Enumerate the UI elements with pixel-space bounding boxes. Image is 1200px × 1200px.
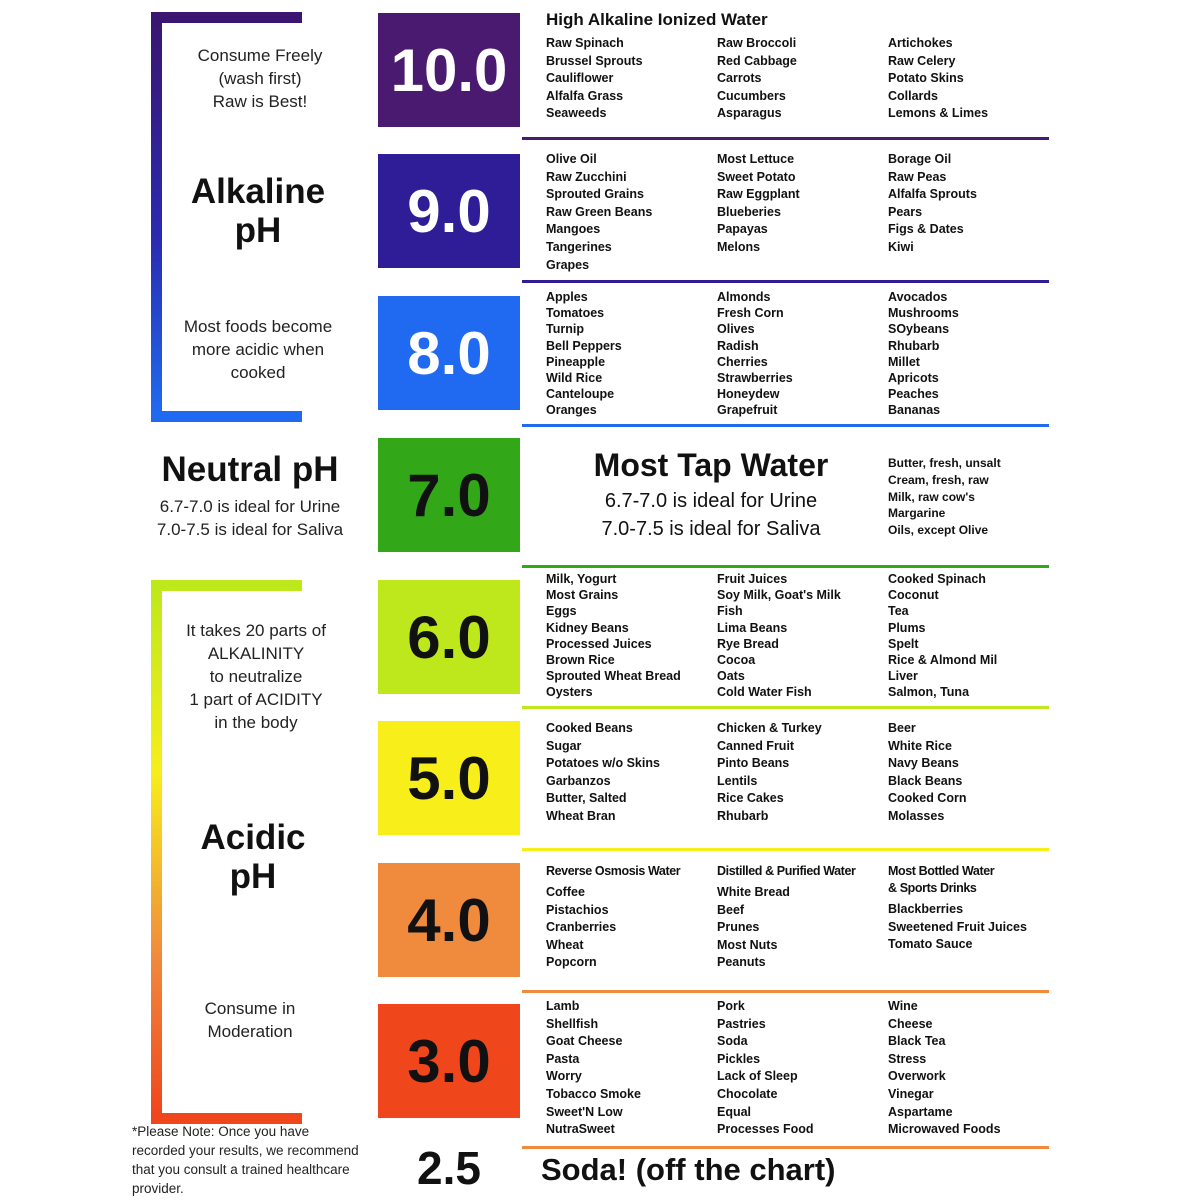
list-item: Liver — [888, 669, 918, 684]
list-item: Shellfish — [546, 1016, 599, 1031]
list-item: Plums — [888, 620, 926, 635]
list-item: Navy Beans — [888, 756, 959, 771]
list-item: Most Lettuce — [717, 152, 795, 166]
ph10-col1 — [546, 35, 717, 123]
list-item: Milk, Yogurt — [546, 572, 617, 586]
list-item: Alfalfa Sprouts — [888, 187, 977, 202]
list-item: Peaches — [888, 387, 939, 402]
list-item: Fish — [717, 604, 743, 619]
list-item: Kiwi — [888, 239, 914, 254]
separator-7 — [522, 565, 1049, 568]
list-item: Papayas — [717, 222, 768, 237]
list-item: Processed Juices — [546, 636, 652, 651]
list-item: SOybeans — [888, 322, 950, 337]
list-item: Canned Fruit — [717, 738, 795, 753]
list-item: Potatoes w/o Skins — [546, 756, 660, 771]
ph8-col1 — [546, 289, 717, 419]
list-item: Cooked Beans — [546, 721, 633, 735]
list-item: Cranberries — [546, 920, 617, 935]
separator-3 — [522, 1146, 1049, 1149]
ph9-col1 — [546, 151, 717, 274]
ph4-col2 — [717, 863, 888, 972]
list-item: Mushrooms — [888, 306, 959, 321]
list-item: Beef — [717, 902, 745, 917]
ph5-food-list — [546, 720, 1059, 826]
ph8-col3 — [888, 289, 1059, 419]
list-item: Milk, raw cow's — [888, 489, 975, 504]
ph4-food-list — [546, 863, 1059, 972]
list-item: Kidney Beans — [546, 620, 629, 635]
ph-box-9 — [378, 154, 520, 268]
list-item: Tomato Sauce — [888, 937, 973, 952]
list-item: Raw Green Beans — [546, 204, 653, 219]
list-item: Oysters — [546, 685, 593, 700]
list-item: Pastries — [717, 1016, 766, 1031]
list-item: Radish — [717, 338, 759, 353]
list-item: Avocados — [888, 290, 948, 304]
list-item: Raw Celery — [888, 53, 956, 68]
ph-value-4: 4.0 — [407, 886, 491, 954]
ph4-subheader-1: Reverse Osmosis Water — [546, 864, 681, 878]
list-item: Fruit Juices — [717, 572, 788, 586]
list-item: Pineapple — [546, 354, 606, 369]
ph9-food-list — [546, 151, 1059, 274]
ph-box-7 — [378, 438, 520, 552]
list-item: Sweetened Fruit Juices — [888, 919, 1027, 934]
list-item: Wild Rice — [546, 371, 603, 386]
list-item: Collards — [888, 88, 939, 103]
ph-value-2-5-text: 2.5 — [417, 1142, 481, 1194]
list-item: Apricots — [888, 371, 939, 386]
list-item: Lentils — [717, 773, 758, 788]
list-item: Raw Zucchini — [546, 169, 627, 184]
list-item: Chicken & Turkey — [717, 721, 822, 735]
list-item: Lemons & Limes — [888, 106, 989, 121]
list-item: Strawberries — [717, 371, 793, 386]
list-item: Cocoa — [717, 653, 756, 668]
list-item: Brown Rice — [546, 653, 615, 668]
list-item: Alfalfa Grass — [546, 88, 624, 103]
list-item: Cooked Spinach — [888, 572, 986, 586]
list-item: Rice & Almond Mil — [888, 653, 998, 668]
ph-value-9: 9.0 — [407, 177, 491, 245]
list-item: Blackberries — [888, 902, 964, 916]
list-item: Bananas — [888, 403, 941, 418]
ph6-col2 — [717, 571, 888, 701]
list-item: Almonds — [717, 290, 771, 304]
list-item: Red Cabbage — [717, 53, 797, 68]
list-item: Sprouted Wheat Bread — [546, 669, 681, 684]
list-item: Microwaved Foods — [888, 1122, 1001, 1137]
list-item: Oats — [717, 669, 745, 684]
ph10-col2 — [717, 35, 888, 123]
list-item: Raw Broccoli — [717, 36, 797, 50]
list-item: Pistachios — [546, 902, 609, 917]
list-item: Seaweeds — [546, 106, 607, 121]
list-item: Melons — [717, 239, 761, 254]
list-item: Pears — [888, 204, 923, 219]
list-item: Blueberies — [717, 204, 781, 219]
list-item: White Bread — [717, 885, 790, 899]
list-item: Rye Bread — [717, 636, 779, 651]
list-item: Lima Beans — [717, 620, 788, 635]
ph-value-7: 7.0 — [407, 461, 491, 529]
list-item: Artichokes — [888, 36, 953, 50]
list-item: Margarine — [888, 506, 946, 521]
list-item: Raw Spinach — [546, 36, 624, 50]
separator-8 — [522, 424, 1049, 427]
list-item: Mangoes — [546, 222, 601, 237]
list-item: Pork — [717, 999, 745, 1013]
list-item: Cherries — [717, 354, 768, 369]
soda-label: Soda! (off the chart) — [541, 1152, 836, 1187]
ph-value-10: 10.0 — [390, 36, 508, 104]
list-item: Raw Eggplant — [717, 187, 800, 202]
list-item: Grapefruit — [717, 403, 778, 418]
list-item: Aspartame — [888, 1104, 953, 1119]
list-item: Millet — [888, 354, 920, 369]
list-item: Sprouted Grains — [546, 187, 644, 202]
list-item: Pinto Beans — [717, 756, 790, 771]
alkalinity-ratio-note: It takes 20 parts of ALKALINITY to neutralize 1 part of ACIDITY in the body — [186, 621, 326, 732]
ph6-food-list — [546, 571, 1059, 701]
list-item: Oranges — [546, 403, 597, 418]
list-item: Molasses — [888, 808, 945, 823]
ph4-subheader-2: Distilled & Purified Water — [717, 864, 856, 878]
separator-6 — [522, 706, 1049, 709]
ph4-col3 — [888, 863, 1059, 972]
list-item: Sweet'N Low — [546, 1104, 623, 1119]
list-item: Cold Water Fish — [717, 685, 812, 700]
ph6-col1 — [546, 571, 717, 701]
list-item: Cucumbers — [717, 88, 786, 103]
ph-box-4 — [378, 863, 520, 977]
list-item: Brussel Sprouts — [546, 53, 643, 68]
list-item: Raw Peas — [888, 169, 947, 184]
list-item: Wheat Bran — [546, 808, 616, 823]
list-item: Most Grains — [546, 588, 619, 603]
list-item: Borage Oil — [888, 152, 952, 166]
list-item: Worry — [546, 1069, 582, 1084]
alkaline-ph-label: Alkaline pH — [190, 172, 326, 251]
list-item: Most Nuts — [717, 937, 778, 952]
list-item: Lamb — [546, 999, 580, 1013]
list-item: Honeydew — [717, 387, 780, 402]
ph10-header: High Alkaline Ionized Water — [546, 10, 768, 29]
ph-box-8 — [378, 296, 520, 410]
ph4-col1 — [546, 863, 717, 972]
ph6-col3 — [888, 571, 1059, 701]
ph-value-2-5 — [378, 1140, 520, 1196]
list-item: NutraSweet — [546, 1122, 615, 1137]
disclaimer-note: *Please Note: Once you have recorded your results, we recommend that you consult a trained healthcare provider. — [132, 1124, 359, 1196]
list-item: Figs & Dates — [888, 222, 964, 237]
ph7-col3 — [888, 455, 1059, 539]
list-item: Popcorn — [546, 955, 597, 970]
list-item: Soy Milk, Goat's Milk — [717, 588, 841, 603]
ph-box-10 — [378, 13, 520, 127]
ph3-food-list — [546, 998, 1059, 1139]
ph-value-6: 6.0 — [407, 603, 491, 671]
ph4-subheader-3b: & Sports Drinks — [888, 881, 977, 895]
list-item: Tomatoes — [546, 306, 605, 321]
list-item: Cooked Corn — [888, 791, 967, 806]
neutral-urine-note: 6.7-7.0 is ideal for Urine — [159, 497, 341, 516]
ph4-subheader-3: Most Bottled Water — [888, 864, 995, 878]
list-item: Butter, fresh, unsalt — [888, 456, 1001, 470]
ph-box-6 — [378, 580, 520, 694]
consume-freely-note: Consume Freely (wash first) Raw is Best! — [197, 46, 323, 111]
list-item: Spelt — [888, 636, 919, 651]
list-item: White Rice — [888, 738, 952, 753]
list-item: Sweet Potato — [717, 169, 796, 184]
separator-9 — [522, 280, 1049, 283]
neutral-saliva-note: 7.0-7.5 is ideal for Saliva — [156, 520, 344, 539]
ph10-col3 — [888, 35, 1059, 123]
ph-value-5: 5.0 — [407, 744, 491, 812]
ph7-header: Most Tap Water — [593, 447, 829, 483]
list-item: Black Tea — [888, 1034, 946, 1049]
ph-value-3: 3.0 — [407, 1027, 491, 1095]
list-item: Tobacco Smoke — [546, 1086, 641, 1101]
list-item: Asparagus — [717, 106, 782, 121]
list-item: Rhubarb — [888, 338, 940, 353]
ph9-col3 — [888, 151, 1059, 274]
ph9-col2 — [717, 151, 888, 274]
list-item: Beer — [888, 721, 916, 735]
list-item: Apples — [546, 290, 588, 304]
list-item: Goat Cheese — [546, 1034, 623, 1049]
list-item: Chocolate — [717, 1086, 778, 1101]
list-item: Potato Skins — [888, 71, 964, 86]
ph5-col2 — [717, 720, 888, 826]
list-item: Fresh Corn — [717, 306, 784, 321]
list-item: Lack of Sleep — [717, 1069, 798, 1084]
list-item: Eggs — [546, 604, 577, 619]
ph5-col1 — [546, 720, 717, 826]
list-item: Turnip — [546, 322, 584, 337]
list-item: Wheat — [546, 937, 584, 952]
list-item: Cauliflower — [546, 71, 614, 86]
moderation-note: Consume in Moderation — [204, 999, 296, 1041]
list-item: Canteloupe — [546, 387, 615, 402]
ph7-food-list — [888, 455, 1059, 539]
list-item: Rice Cakes — [717, 791, 784, 806]
list-item: Prunes — [717, 920, 760, 935]
list-item: Bell Peppers — [546, 338, 622, 353]
acidic-ph-label: Acidic pH — [200, 818, 306, 897]
separator-10 — [522, 137, 1049, 140]
list-item: Processes Food — [717, 1122, 814, 1137]
ph5-col3 — [888, 720, 1059, 826]
cooked-note: Most foods become more acidic when cooked — [183, 317, 333, 382]
list-item: Cheese — [888, 1016, 933, 1031]
list-item: Coconut — [888, 588, 939, 603]
ph3-col2 — [717, 998, 888, 1139]
ph-box-5 — [378, 721, 520, 835]
separator-5 — [522, 848, 1049, 851]
list-item: Soda — [717, 1034, 748, 1049]
list-item: Sugar — [546, 738, 582, 753]
ph7-saliva-note: 7.0-7.5 is ideal for Saliva — [601, 518, 821, 540]
ph10-food-list — [546, 35, 1059, 123]
list-item: Carrots — [717, 71, 762, 86]
ph7-urine-note: 6.7-7.0 is ideal for Urine — [604, 490, 818, 512]
ph8-food-list — [546, 289, 1059, 419]
ph3-col1 — [546, 998, 717, 1139]
ph3-col3 — [888, 998, 1059, 1139]
list-item: Tea — [888, 604, 909, 619]
list-item: Equal — [717, 1104, 752, 1119]
list-item: Black Beans — [888, 773, 963, 788]
neutral-ph-title: Neutral pH — [161, 450, 339, 489]
list-item: Cream, fresh, raw — [888, 472, 989, 487]
list-item: Rhubarb — [717, 808, 769, 823]
list-item: Stress — [888, 1051, 927, 1066]
list-item: Overwork — [888, 1069, 946, 1084]
ph-box-3 — [378, 1004, 520, 1118]
list-item: Tangerines — [546, 239, 612, 254]
list-item: Wine — [888, 999, 918, 1013]
list-item: Olives — [717, 322, 755, 337]
list-item: Oils, except Olive — [888, 523, 989, 538]
ph8-col2 — [717, 289, 888, 419]
list-item: Coffee — [546, 885, 585, 899]
list-item: Salmon, Tuna — [888, 685, 970, 700]
list-item: Butter, Salted — [546, 791, 627, 806]
list-item: Grapes — [546, 257, 590, 272]
list-item: Pickles — [717, 1051, 761, 1066]
list-item: Pasta — [546, 1051, 580, 1066]
ph-value-8: 8.0 — [407, 319, 491, 387]
list-item: Vinegar — [888, 1086, 934, 1101]
list-item: Olive Oil — [546, 152, 597, 166]
list-item: Peanuts — [717, 955, 766, 970]
list-item: Garbanzos — [546, 773, 611, 788]
separator-4 — [522, 990, 1049, 993]
